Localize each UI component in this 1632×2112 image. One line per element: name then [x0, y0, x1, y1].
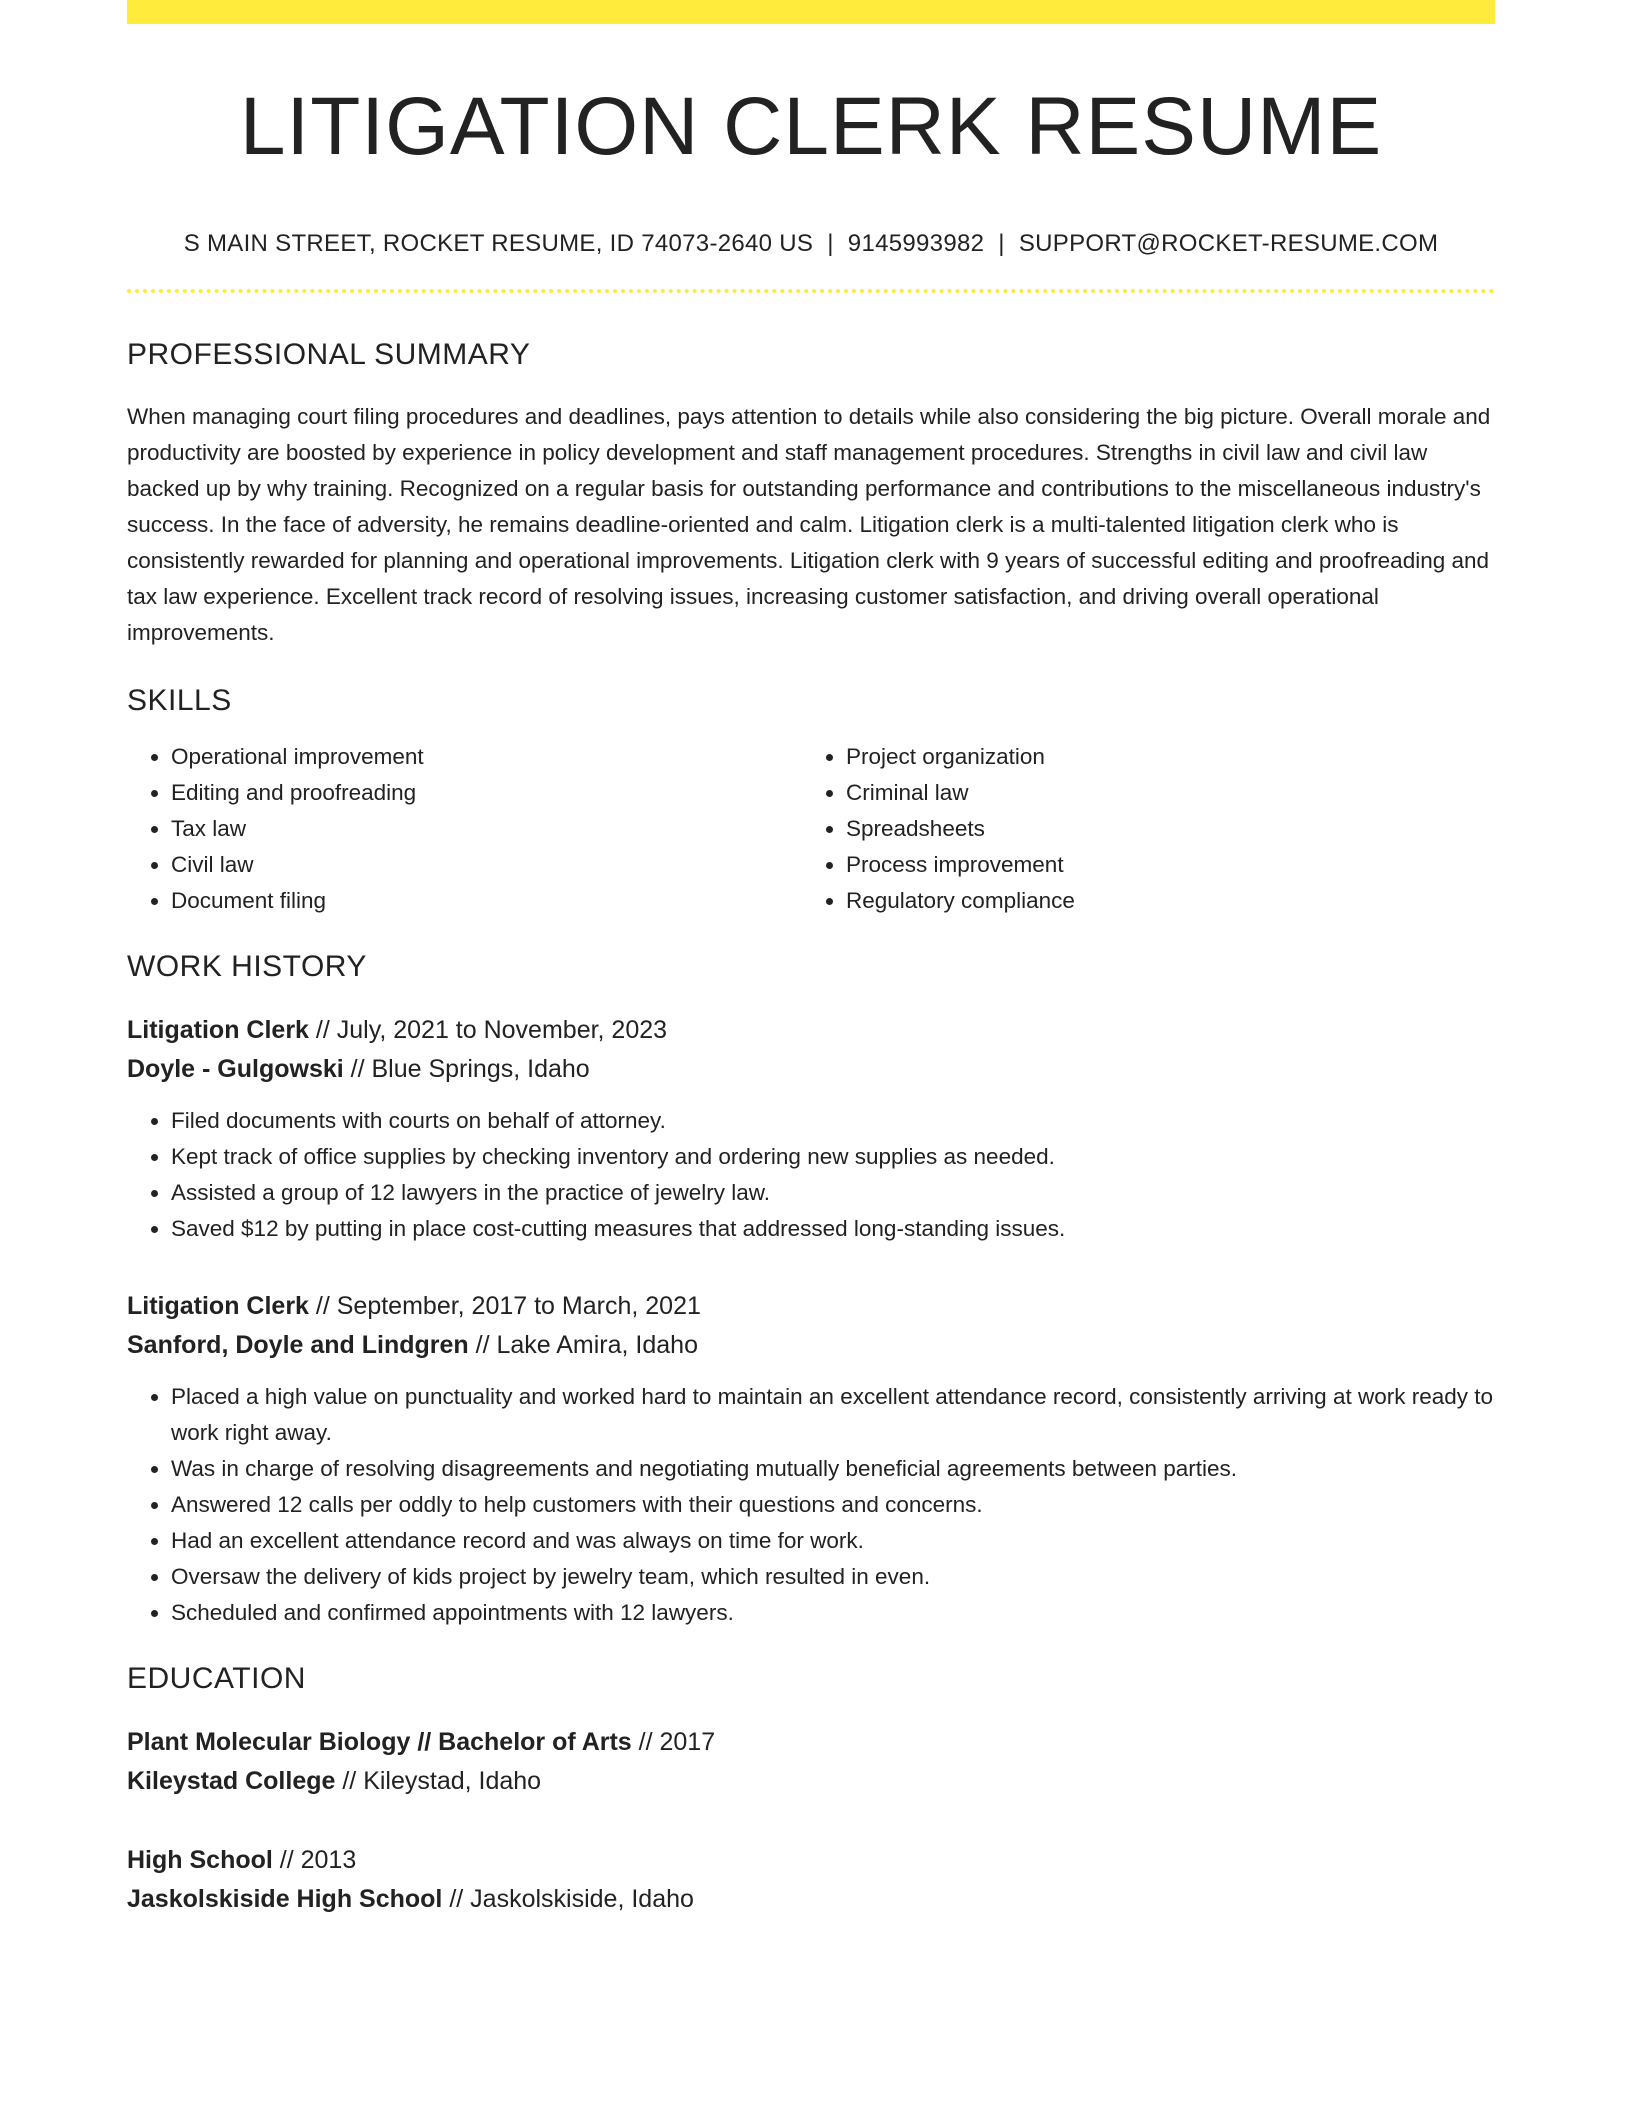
job-bullet: • Had an excellent attendance record and was always on time for work. — [171, 1523, 1495, 1559]
contact-address: S MAIN STREET, ROCKET RESUME, ID 74073-2640 US — [183, 230, 814, 258]
education-school: Jaskolskiside High School — [127, 1884, 443, 1913]
skills-column-left — [127, 739, 802, 919]
job-title-line — [127, 1011, 1495, 1050]
education-year: // 2013 — [272, 1845, 357, 1874]
education-degree-line — [127, 1841, 1495, 1880]
education-year: // 2017 — [631, 1727, 716, 1756]
education-degree: Plant Molecular Biology // Bachelor of Arts — [127, 1727, 632, 1756]
job-company: Sanford, Doyle and Lindgren — [127, 1330, 469, 1359]
job-company-line — [127, 1326, 1495, 1365]
job-bullet: • Was in charge of resolving disagreements and negotiating mutually beneficial agreements between parties. — [171, 1451, 1495, 1487]
skills-list — [127, 739, 1495, 919]
contact-line — [127, 230, 1495, 259]
job-bullet: • Answered 12 calls per oddly to help customers with their questions and concerns. — [171, 1487, 1495, 1523]
contact-phone: 9145993982 — [847, 230, 985, 258]
education-degree-line — [127, 1723, 1495, 1762]
education-school-line — [127, 1762, 1495, 1801]
skill-item: • Criminal law — [846, 775, 1495, 811]
job-bullet: • Oversaw the delivery of kids project by jewelry team, which resulted in even. — [171, 1559, 1495, 1595]
job-bullet: • Kept track of office supplies by checking inventory and ordering new supplies as needed. — [171, 1139, 1495, 1175]
job-company-line — [127, 1050, 1495, 1089]
job-title: Litigation Clerk — [127, 1015, 309, 1044]
job-dates: // September, 2017 to March, 2021 — [308, 1291, 701, 1320]
job-bullet: • Filed documents with courts on behalf of attorney. — [171, 1103, 1495, 1139]
job-bullet: • Scheduled and confirmed appointments with 12 lawyers. — [171, 1595, 1495, 1631]
skill-item: • Document filing — [171, 883, 802, 919]
skill-item: • Operational improvement — [171, 739, 802, 775]
education-school-line — [127, 1880, 1495, 1919]
contact-email: SUPPORT@ROCKET-RESUME.COM — [1018, 230, 1439, 258]
job-title: Litigation Clerk — [127, 1291, 309, 1320]
education-location: // Kileystad, Idaho — [335, 1766, 542, 1795]
education-location: // Jaskolskiside, Idaho — [442, 1884, 694, 1913]
resume-title: LITIGATION CLERK RESUME — [239, 81, 1383, 172]
skill-item: • Regulatory compliance — [846, 883, 1495, 919]
job-company: Doyle - Gulgowski — [127, 1054, 344, 1083]
education-entry — [127, 1723, 1495, 1801]
job-bullet: • Assisted a group of 12 lawyers in the practice of jewelry law. — [171, 1175, 1495, 1211]
job-entry — [127, 1287, 1495, 1631]
job-bullets — [127, 1379, 1495, 1631]
job-dates: // July, 2021 to November, 2023 — [308, 1015, 668, 1044]
skill-item: • Process improvement — [846, 847, 1495, 883]
job-bullet: • Placed a high value on punctuality and worked hard to maintain an excellent attendance record, consistently arriving at work ready to work right away. — [171, 1379, 1495, 1451]
skills-column-right — [802, 739, 1495, 919]
job-bullet: • Saved $12 by putting in place cost-cutting measures that addressed long-standing issues. — [171, 1211, 1495, 1247]
education-degree: High School — [127, 1845, 273, 1874]
skill-item: • Civil law — [171, 847, 802, 883]
skill-item: • Editing and proofreading — [171, 775, 802, 811]
skill-item: • Spreadsheets — [846, 811, 1495, 847]
contact-separator: | — [998, 230, 1005, 258]
job-title-line — [127, 1287, 1495, 1326]
skill-item: • Tax law — [171, 811, 802, 847]
work-heading: WORK HISTORY — [127, 949, 367, 983]
job-bullets — [127, 1103, 1495, 1247]
contact-separator: | — [827, 230, 834, 258]
resume-page — [127, 0, 1495, 1919]
job-location: // Lake Amira, Idaho — [468, 1330, 698, 1359]
job-location: // Blue Springs, Idaho — [343, 1054, 590, 1083]
education-heading: EDUCATION — [127, 1661, 306, 1695]
summary-text: When managing court filing procedures and deadlines, pays attention to details while also considering the big picture. Overall morale and productivity are boosted by experience in policy development and staff management procedures. Strengths in civil law and civil law backed up by why training. Recognized on a regular basis for outstanding performance and contributions to the miscellaneous industry's success. In the face of adversity, he remains deadline-oriented and calm. Litigation clerk is a multi-talented litigation clerk who is consistently rewarded for planning and operational improvements. Litigation clerk with 9 years of successful editing and proofreading and tax law experience. Excellent track record of resolving issues, increasing customer satisfaction, and driving overall operational improvements. — [127, 403, 1491, 645]
accent-top-bar — [127, 0, 1495, 24]
education-entry — [127, 1841, 1495, 1919]
education-school: Kileystad College — [127, 1766, 336, 1795]
skill-item: • Project organization — [846, 739, 1495, 775]
summary-heading: PROFESSIONAL SUMMARY — [127, 337, 531, 371]
skills-heading: SKILLS — [127, 683, 232, 717]
dotted-divider — [127, 289, 1495, 293]
job-entry — [127, 1011, 1495, 1247]
